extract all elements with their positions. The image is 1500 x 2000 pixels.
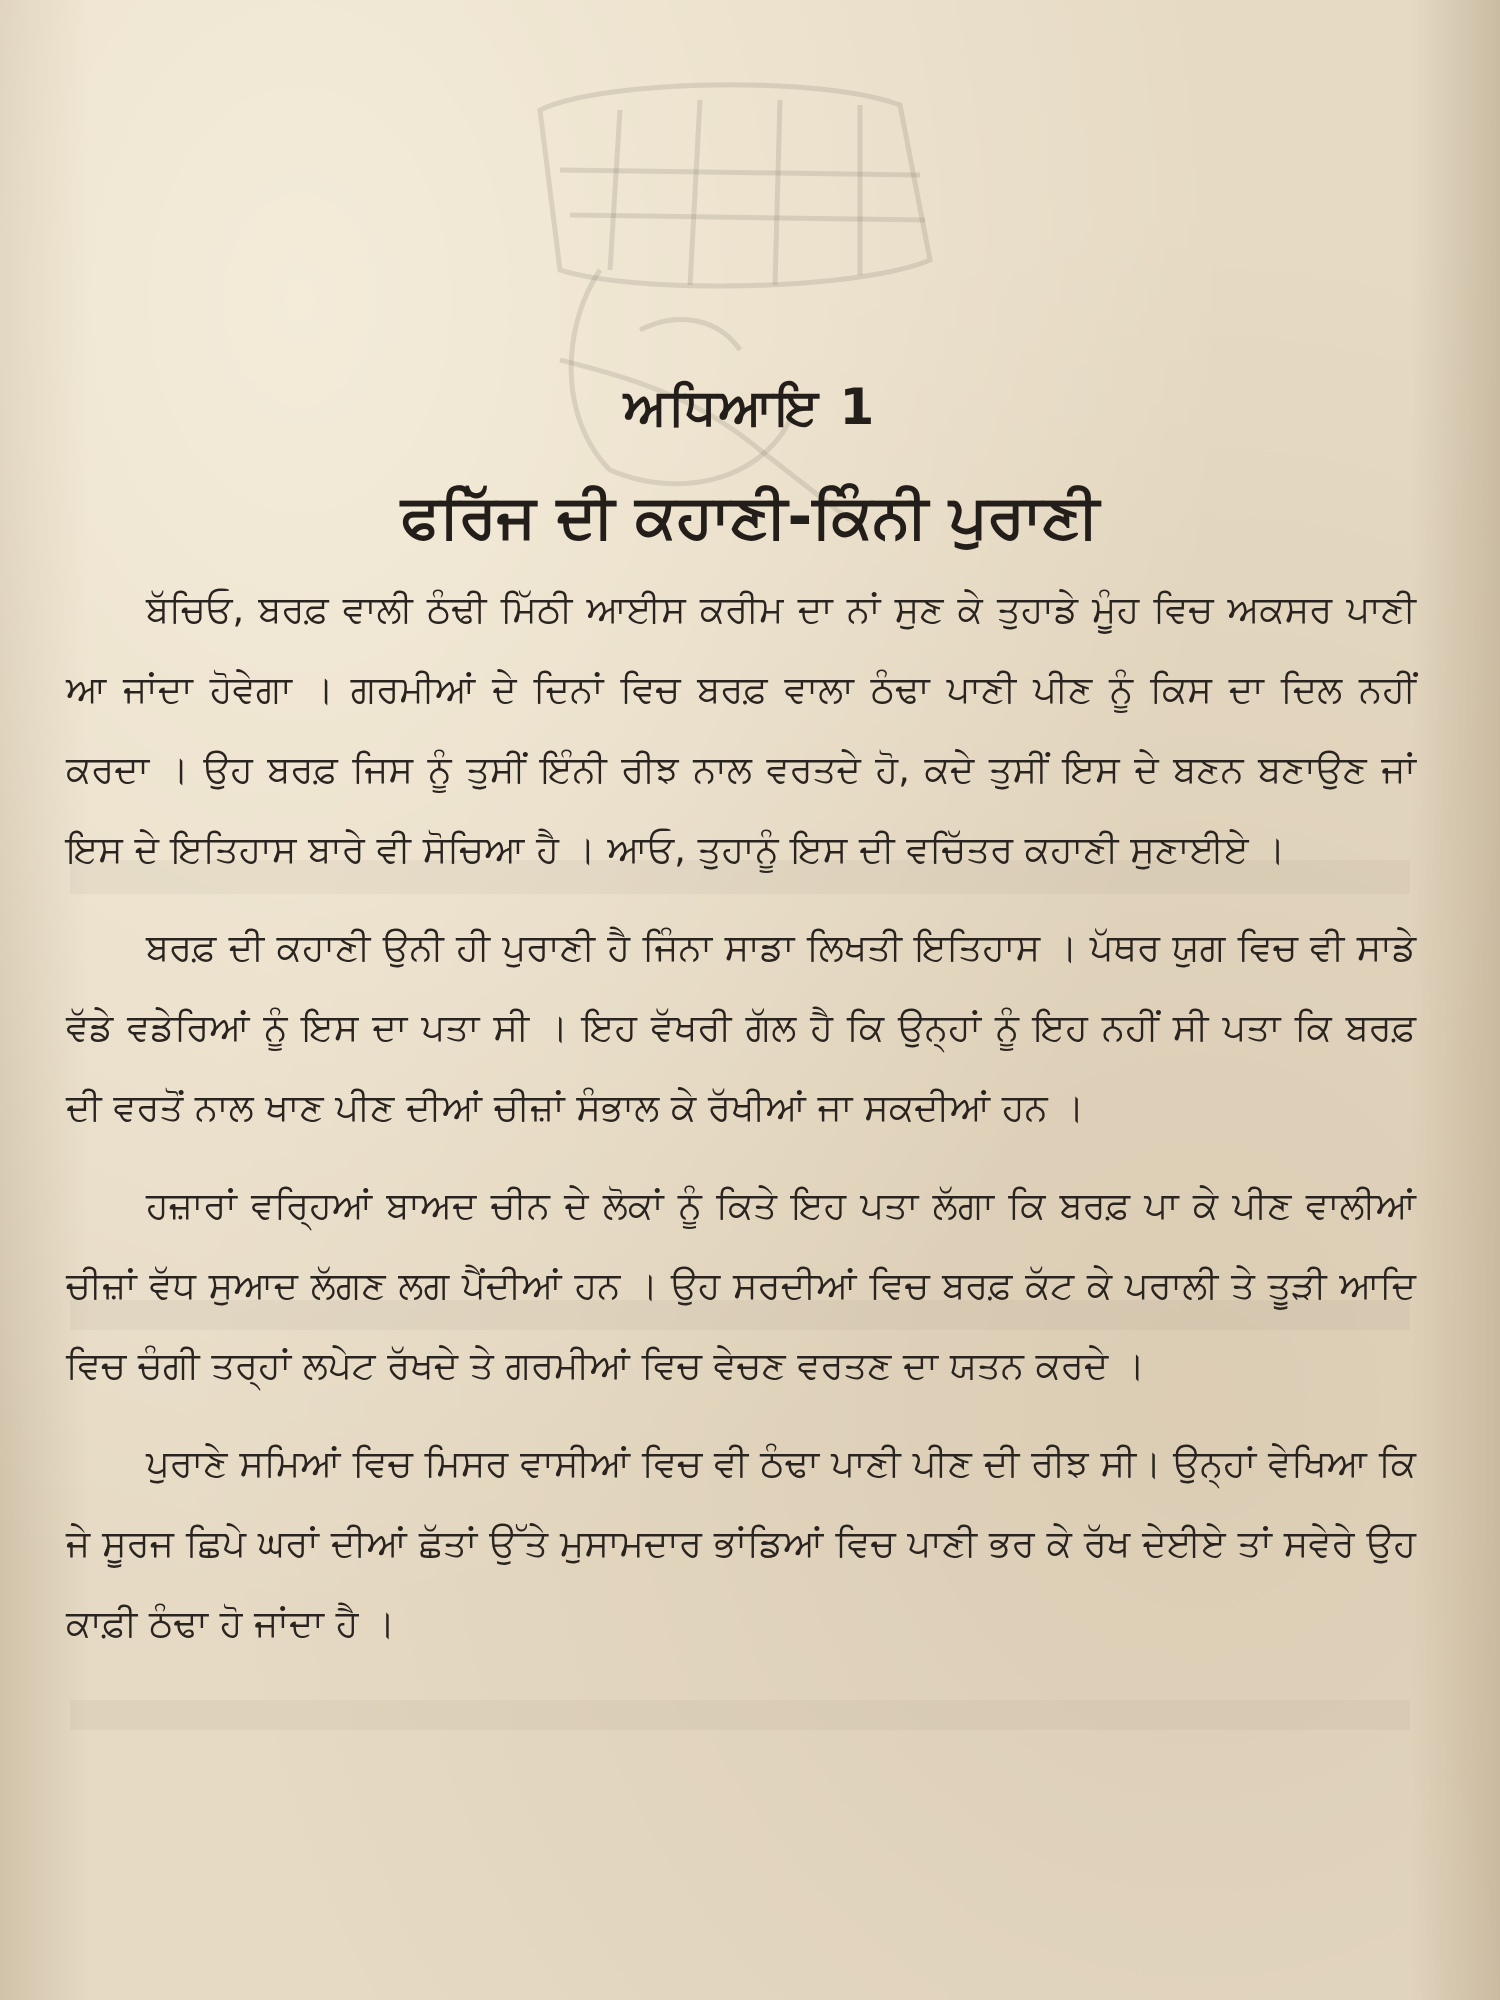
paragraph: ਹਜ਼ਾਰਾਂ ਵਰ੍ਹਿਆਂ ਬਾਅਦ ਚੀਨ ਦੇ ਲੋਕਾਂ ਨੂੰ ਕਿਤੇ ਇਹ ਪਤਾ ਲੱਗਾ ਕਿ ਬਰਫ਼ ਪਾ ਕੇ ਪੀਣ ਵਾਲੀਆਂ ਚੀਜ਼ਾਂ ਵੱਧ ਸੁਆਦ ਲੱਗਣ ਲਗ ਪੈਂਦੀਆਂ ਹਨ । ਉਹ ਸਰਦੀਆਂ ਵਿਚ ਬਰਫ਼ ਕੱਟ ਕੇ ਪਰਾਲੀ ਤੇ ਤੂੜੀ ਆਦਿ ਵਿਚ ਚੰਗੀ ਤਰ੍ਹਾਂ ਲਪੇਟ ਰੱਖਦੇ ਤੇ ਗਰਮੀਆਂ ਵਿਚ ਵੇਚਣ ਵਰਤਣ ਦਾ ਯਤਨ ਕਰਦੇ । xyxy=(66,1184,1416,1387)
paragraph: ਬੱਚਿਓ, ਬਰਫ਼ ਵਾਲੀ ਠੰਢੀ ਮਿੱਠੀ ਆਈਸ ਕਰੀਮ ਦਾ ਨਾਂ ਸੁਣ ਕੇ ਤੁਹਾਡੇ ਮੂੰਹ ਵਿਚ ਅਕਸਰ ਪਾਣੀ ਆ ਜਾਂਦਾ ਹੋਵੇਗਾ । ਗਰਮੀਆਂ ਦੇ ਦਿਨਾਂ ਵਿਚ ਬਰਫ਼ ਵਾਲਾ ਠੰਢਾ ਪਾਣੀ ਪੀਣ ਨੂੰ ਕਿਸ ਦਾ ਦਿਲ ਨਹੀਂ ਕਰਦਾ । ਉਹ ਬਰਫ਼ ਜਿਸ ਨੂੰ ਤੁਸੀਂ ਇੰਨੀ ਰੀਝ ਨਾਲ ਵਰਤਦੇ ਹੋ, ਕਦੇ ਤੁਸੀਂ ਇਸ ਦੇ ਬਣਨ ਬਣਾਉਣ ਜਾਂ ਇਸ ਦੇ ਇਤਿਹਾਸ ਬਾਰੇ ਵੀ ਸੋਚਿਆ ਹੈ । ਆਓ, ਤੁਹਾਨੂੰ ਇਸ ਦੀ ਵਚਿੱਤਰ ਕਹਾਣੀ ਸੁਣਾਈਏ । xyxy=(66,588,1416,871)
chapter-title: ਫਰਿੱਜ ਦੀ ਕਹਾਣੀ-ਕਿੰਨੀ ਪੁਰਾਣੀ xyxy=(400,482,1100,552)
body-text xyxy=(66,570,1416,1682)
paragraph: ਬਰਫ਼ ਦੀ ਕਹਾਣੀ ਉਨੀ ਹੀ ਪੁਰਾਣੀ ਹੈ ਜਿੰਨਾ ਸਾਡਾ ਲਿਖਤੀ ਇਤਿਹਾਸ । ਪੱਥਰ ਯੁਗ ਵਿਚ ਵੀ ਸਾਡੇ ਵੱਡੇ ਵਡੇਰਿਆਂ ਨੂੰ ਇਸ ਦਾ ਪਤਾ ਸੀ । ਇਹ ਵੱਖਰੀ ਗੱਲ ਹੈ ਕਿ ਉਨ੍ਹਾਂ ਨੂੰ ਇਹ ਨਹੀਂ ਸੀ ਪਤਾ ਕਿ ਬਰਫ਼ ਦੀ ਵਰਤੋਂ ਨਾਲ ਖਾਣ ਪੀਣ ਦੀਆਂ ਚੀਜ਼ਾਂ ਸੰਭਾਲ ਕੇ ਰੱਖੀਆਂ ਜਾ ਸਕਦੀਆਂ ਹਨ । xyxy=(66,926,1416,1129)
paragraph: ਪੁਰਾਣੇ ਸਮਿਆਂ ਵਿਚ ਮਿਸਰ ਵਾਸੀਆਂ ਵਿਚ ਵੀ ਠੰਢਾ ਪਾਣੀ ਪੀਣ ਦੀ ਰੀਝ ਸੀ। ਉਨ੍ਹਾਂ ਵੇਖਿਆ ਕਿ ਜੇ ਸੂਰਜ ਛਿਪੇ ਘਰਾਂ ਦੀਆਂ ਛੱਤਾਂ ਉੱਤੇ ਮੁਸਾਮਦਾਰ ਭਾਂਡਿਆਂ ਵਿਚ ਪਾਣੀ ਭਰ ਕੇ ਰੱਖ ਦੇਈਏ ਤਾਂ ਸਵੇਰੇ ਉਹ ਕਾਫ਼ੀ ਠੰਢਾ ਹੋ ਜਾਂਦਾ ਹੈ । xyxy=(66,1442,1416,1645)
chapter-number: ਅਧਿਆਇ 1 xyxy=(623,378,877,436)
